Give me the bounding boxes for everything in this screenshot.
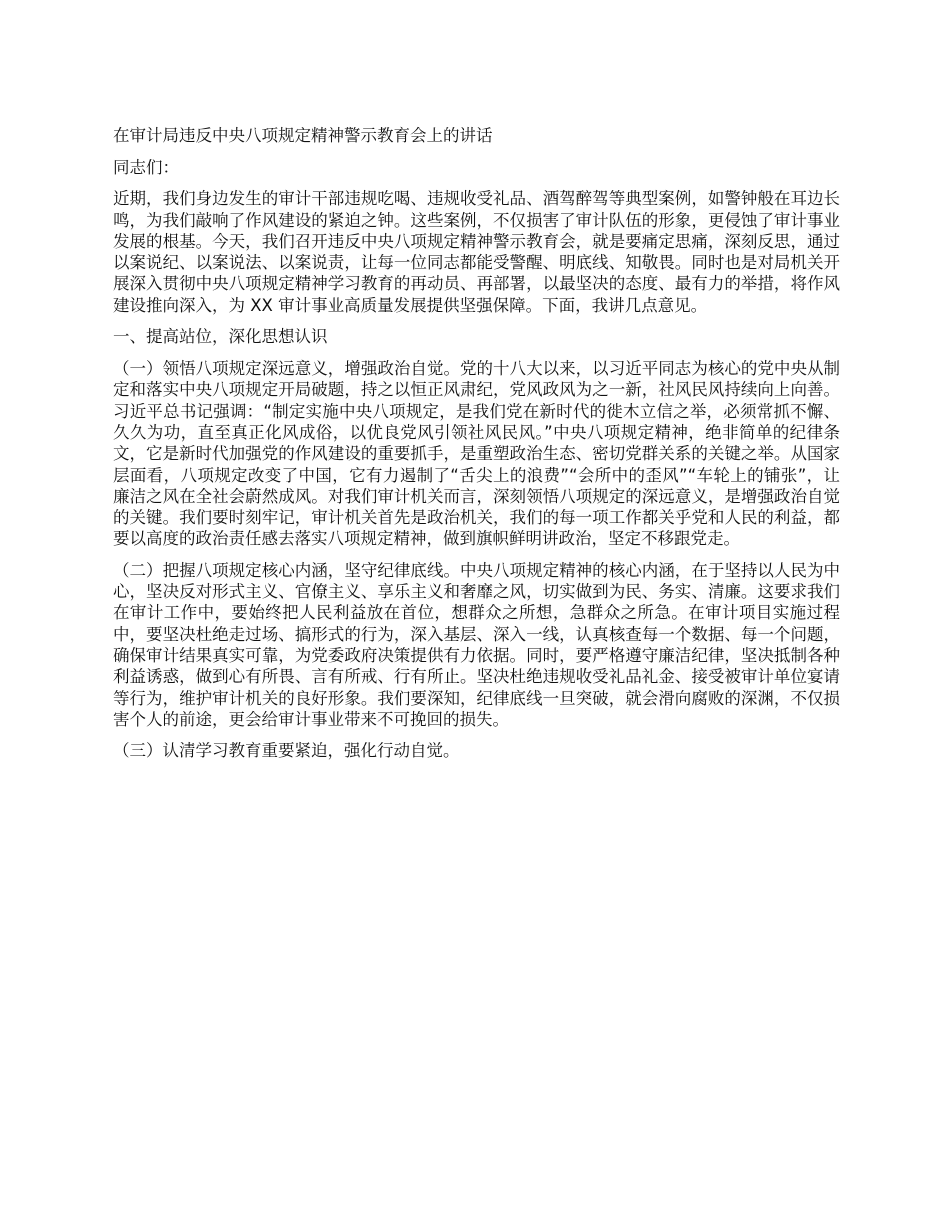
paragraph-3: （三）认清学习教育重要紧迫，强化行动自觉。 <box>113 741 460 761</box>
salutation: 同志们： <box>113 158 179 177</box>
paragraph-1: （一）领悟八项规定深远意义，增强政治自觉。党的十八大以来，以习近平同志为核心的党中央从制定和落实中央八项规定开局破题，持之以恒正风肃纪，党风政风为之一新，社风民风持续向上向善。习近平总书记强调：“制定实施中央八项规定，是我们党在新时代的徙木立信之举，必须常抓不懈、久久为功，直至真正化风成俗，以优良党风引领社风民风。”中央八项规定精神，绝非简单的纪律条文，它是新时代加强党的作风建设的重要抓手，是重塑政治生态、密切党群关系的关键之举。从国家层面看，八项规定改变了中国，它有力遏制了“舌尖上的浪费”“会所中的歪风”“车轮上的铺张”，让廉洁之风在全社会蔚然成风。对我们审计机关而言，深刻领悟八项规定的深远意义，是增强政治自觉的关键。我们要时刻牢记，审计机关首先是政治机关，我们的每一项工作都关乎党和人民的利益，都要以高度的政治责任感去落实八项规定精神，做到旗帜鲜明讲政治，坚定不移跟党走。 <box>113 359 840 549</box>
document-page <box>113 125 840 771</box>
section-heading-1: 一、提高站位，深化思想认识 <box>113 327 328 347</box>
paragraph-2: （二）把握八项规定核心内涵，坚守纪律底线。中央八项规定精神的核心内涵，在于坚持以人民为中心，坚决反对形式主义、官僚主义、享乐主义和奢靡之风，切实做到为民、务实、清廉。这要求我们在审计工作中，要始终把人民利益放在首位，想群众之所想，急群众之所急。在审计项目实施过程中，要坚决杜绝走过场、搞形式的行为，深入基层、深入一线，认真核查每一个数据、每一个问题，确保审计结果真实可靠，为党委政府决策提供有力依据。同时，要严格遵守廉洁纪律，坚决抵制各种利益诱惑，做到心有所畏、言有所戒、行有所止。坚决杜绝违规收受礼品礼金、接受被审计单位宴请等行为，维护审计机关的良好形象。我们要深知，纪律底线一旦突破，就会滑向腐败的深渊，不仅损害个人的前途，更会给审计事业带来不可挽回的损失。 <box>113 560 840 729</box>
document-title: 在审计局违反中央八项规定精神警示教育会上的讲话 <box>113 126 493 145</box>
intro-paragraph: 近期，我们身边发生的审计干部违规吃喝、违规收受礼品、酒驾醉驾等典型案例，如警钟般在耳边长鸣，为我们敲响了作风建设的紧迫之钟。这些案例，不仅损害了审计队伍的形象，更侵蚀了审计事业发展的根基。今天，我们召开违反中央八项规定精神警示教育会，就是要痛定思痛，深刻反思，通过以案说纪、以案说法、以案说责，让每一位同志都能受警醒、明底线、知敬畏。同时也是对局机关开展深入贯彻中央八项规定精神学习教育的再动员、再部署，以最坚决的态度、最有力的举措，将作风建设推向深入，为 XX 审计事业高质量发展提供坚强保障。下面，我讲几点意见。 <box>113 189 840 315</box>
